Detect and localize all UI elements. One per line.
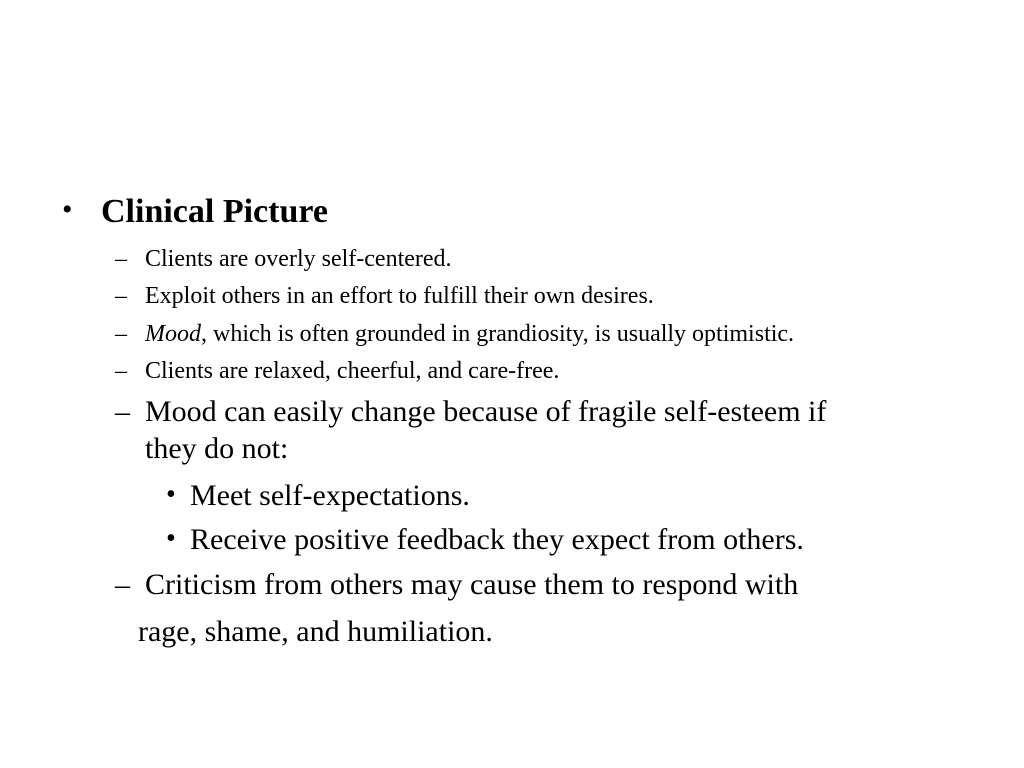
subitem-self-expectations: Meet self-expectations. xyxy=(190,479,470,512)
item-mood-grandiosity xyxy=(145,322,794,346)
item-dash: – xyxy=(115,568,130,601)
item-relaxed-cheerful: Clients are relaxed, cheerful, and care-free. xyxy=(145,358,560,384)
item-mood-rest: , which is often grounded in grandiosity, is usually optimistic. xyxy=(201,321,795,347)
item-dash: – xyxy=(115,283,127,309)
item-exploit-others: Exploit others in an effort to fulfill their own desires. xyxy=(145,283,654,309)
item-mood-change-line1: Mood can easily change because of fragile self-esteem if xyxy=(145,395,827,428)
heading-bullet: • xyxy=(62,193,73,226)
item-dash: – xyxy=(115,246,127,272)
item-dash: – xyxy=(115,395,130,428)
subitem-bullet: • xyxy=(166,523,176,554)
item-self-centered: Clients are overly self-centered. xyxy=(145,246,452,272)
item-mood-change-line2: they do not: xyxy=(145,432,289,465)
item-dash: – xyxy=(115,358,127,384)
item-criticism-line2: rage, shame, and humiliation. xyxy=(138,615,493,648)
item-criticism-line1: Criticism from others may cause them to respond with xyxy=(145,568,799,601)
heading-clinical-picture: Clinical Picture xyxy=(101,193,328,230)
item-dash: – xyxy=(115,321,127,347)
subitem-bullet: • xyxy=(166,479,176,510)
subitem-positive-feedback: Receive positive feedback they expect from others. xyxy=(190,523,804,556)
item-mood-emphasis: Mood xyxy=(145,321,201,347)
